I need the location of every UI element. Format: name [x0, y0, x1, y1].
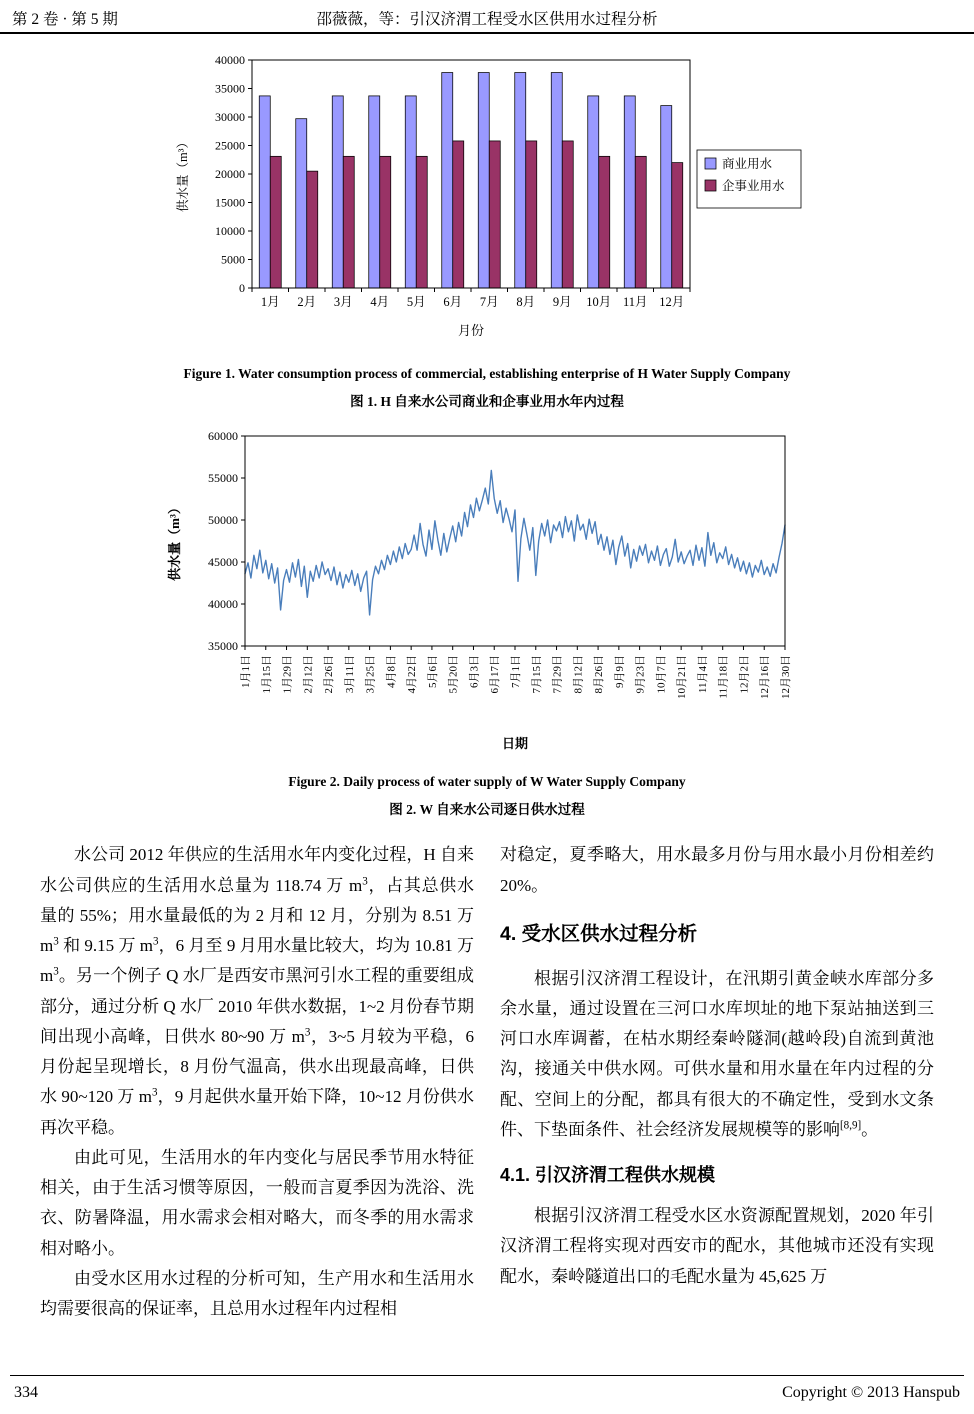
- left-column: [40, 840, 474, 1324]
- svg-text:10月21日: 10月21日: [676, 655, 689, 700]
- svg-text:1月29日: 1月29日: [281, 655, 294, 694]
- paragraph: 对稳定，夏季略大，用水最多月份与用水最小月份相差约 20%。: [500, 845, 934, 895]
- line-chart: [157, 426, 817, 760]
- svg-text:35000: 35000: [208, 639, 238, 654]
- bar-chart: [167, 48, 807, 352]
- svg-text:8月26日: 8月26日: [593, 655, 606, 694]
- svg-text:3月25日: 3月25日: [364, 655, 377, 694]
- svg-text:60000: 60000: [208, 429, 238, 444]
- svg-text:12月30日: 12月30日: [780, 655, 792, 700]
- page-footer: [10, 1375, 964, 1402]
- svg-text:4月: 4月: [370, 295, 390, 309]
- svg-text:月份: 月份: [457, 323, 485, 338]
- svg-text:5000: 5000: [221, 252, 245, 267]
- svg-text:商业用水: 商业用水: [722, 157, 773, 171]
- svg-text:7月: 7月: [479, 295, 499, 309]
- svg-text:4月22日: 4月22日: [406, 655, 419, 694]
- page-number: 334: [14, 1384, 38, 1401]
- svg-text:11月4日: 11月4日: [696, 655, 709, 694]
- svg-text:供水量（m³）: 供水量（m³）: [176, 136, 190, 212]
- svg-text:2月12日: 2月12日: [302, 655, 315, 694]
- svg-text:11月18日: 11月18日: [717, 655, 730, 699]
- svg-text:1月1日: 1月1日: [240, 655, 252, 689]
- svg-text:9月: 9月: [552, 295, 572, 309]
- svg-text:10月7日: 10月7日: [655, 655, 668, 694]
- svg-text:企事业用水: 企事业用水: [722, 179, 785, 193]
- running-title: 邵薇薇，等：引汉济渭工程受水区供用水过程分析: [316, 11, 658, 28]
- svg-text:45000: 45000: [208, 555, 238, 570]
- svg-text:5月: 5月: [406, 295, 426, 309]
- svg-text:15000: 15000: [215, 195, 245, 210]
- paragraph: 根据引汉济渭工程设计，在汛期引黄金峡水库部分多余水量，通过设置在三河口水库坝址的地下泵站抽送到三河口水库调蓄，在枯水期经秦岭隧洞(越岭段)自流到黄池沟，接通关中供水网。可供水量和用水量在年内过程的分配、空间上的分配，都具有很大的不确定性，受到水文条件、下垫面条件、社会经济发展规模等的影响[8,9]。: [500, 968, 934, 1139]
- figure-1: [0, 48, 974, 357]
- svg-text:6月17日: 6月17日: [489, 655, 502, 694]
- svg-text:6月: 6月: [443, 295, 463, 309]
- svg-text:30000: 30000: [215, 110, 245, 124]
- paragraph: 根据引汉济渭工程受水区水资源配置规划，2020 年引汉济渭工程将实现对西安市的配水，其他城市还没有实现配水，秦岭隧道出口的毛配水量为 45,625 万: [500, 1206, 934, 1286]
- svg-text:8月12日: 8月12日: [572, 655, 585, 694]
- svg-text:12月2日: 12月2日: [738, 655, 751, 694]
- paragraph: 由此可见，生活用水的年内变化与居民季节用水特征相关，由于生活习惯等原因，一般而言夏季因为洗浴、洗衣、防暑降温，用水需求会相对略大，而冬季的用水需求相对略小。: [40, 1147, 474, 1258]
- svg-text:11月: 11月: [622, 295, 648, 309]
- page-header: [0, 0, 974, 34]
- svg-text:25000: 25000: [215, 138, 245, 153]
- svg-text:6月3日: 6月3日: [468, 655, 481, 689]
- svg-text:40000: 40000: [208, 597, 238, 612]
- svg-text:7月15日: 7月15日: [530, 655, 543, 694]
- copyright-notice: Copyright © 2013 Hanspub: [782, 1384, 960, 1401]
- right-column: [500, 840, 934, 1324]
- figure-2: [0, 426, 974, 765]
- paragraph: 由受水区用水过程的分析可知，生产用水和生活用水均需要很高的保证率，且总用水过程年内过程相: [40, 1268, 474, 1319]
- svg-text:2月: 2月: [297, 295, 317, 309]
- section-heading: 4. 受水区供水过程分析: [500, 922, 698, 945]
- section-heading: 4.1. 引汉济渭工程供水规模: [500, 1165, 716, 1186]
- svg-text:0: 0: [239, 281, 245, 295]
- svg-text:1月: 1月: [260, 295, 280, 309]
- svg-text:供水量（m³）: 供水量（m³）: [167, 501, 182, 582]
- figure-2-caption-en: Figure 2. Daily process of water supply of W Water Supply Company: [288, 774, 686, 790]
- paragraph: 水公司 2012 年供应的生活用水年内变化过程，H 自来水公司供应的生活用水总量为 118.74 万 $m^3$，占其总供水量的 55%；用水量最低的为 2 月和 12 月，分别为 8.51 万 $m^3$ 和 9.15 万 $m^3$，6 月至 9 月用水量比较大，均为 10.81 万 $m^3$。另一个例子 Q 水厂是西安市黑河引水工程的重要组成部分，通过分析 Q 水厂 2010 年供水数据，1~2 月份春节期间出现小高峰，日供水 80~90 万 $m^3$，3~5 月较为平稳，6 月份起呈现增长，8 月份气温高，供水出现最高峰，日供水 90~120 万 $m^3$，9 月起供水量开始下降，10~12 月份供水再次平稳。: [40, 845, 475, 1137]
- svg-text:1月15日: 1月15日: [260, 655, 273, 694]
- svg-text:12月: 12月: [659, 295, 685, 309]
- svg-text:7月29日: 7月29日: [551, 655, 564, 694]
- svg-text:55000: 55000: [208, 471, 238, 486]
- svg-text:10000: 10000: [215, 224, 245, 238]
- svg-text:日期: 日期: [501, 736, 529, 752]
- svg-text:10月: 10月: [586, 295, 612, 309]
- svg-text:9月9日: 9月9日: [613, 655, 626, 689]
- svg-text:40000: 40000: [215, 53, 245, 67]
- figure-1-caption-en: Figure 1. Water consumption process of commercial, establishing enterprise of H Water Supply Company: [183, 366, 791, 381]
- svg-text:2月26日: 2月26日: [323, 655, 336, 694]
- svg-text:9月23日: 9月23日: [634, 655, 647, 694]
- svg-text:3月: 3月: [333, 295, 353, 309]
- svg-text:4月8日: 4月8日: [385, 655, 398, 689]
- svg-text:3月11日: 3月11日: [343, 655, 356, 694]
- svg-text:5月6日: 5月6日: [426, 655, 439, 689]
- svg-text:20000: 20000: [215, 167, 245, 181]
- svg-text:12月16日: 12月16日: [759, 655, 772, 700]
- article-body: [0, 840, 974, 1324]
- figure-2-caption-zh: 图 2. W 自来水公司逐日供水过程: [389, 801, 585, 817]
- journal-issue: 第 2 卷 · 第 5 期: [12, 11, 118, 28]
- svg-text:50000: 50000: [208, 513, 238, 528]
- svg-text:7月1日: 7月1日: [510, 655, 522, 689]
- svg-text:8月: 8月: [516, 295, 536, 309]
- svg-text:35000: 35000: [215, 81, 245, 96]
- svg-text:5月20日: 5月20日: [447, 655, 460, 694]
- figure-1-caption-zh: 图 1. H 自来水公司商业和企事业用水年内过程: [350, 393, 624, 409]
